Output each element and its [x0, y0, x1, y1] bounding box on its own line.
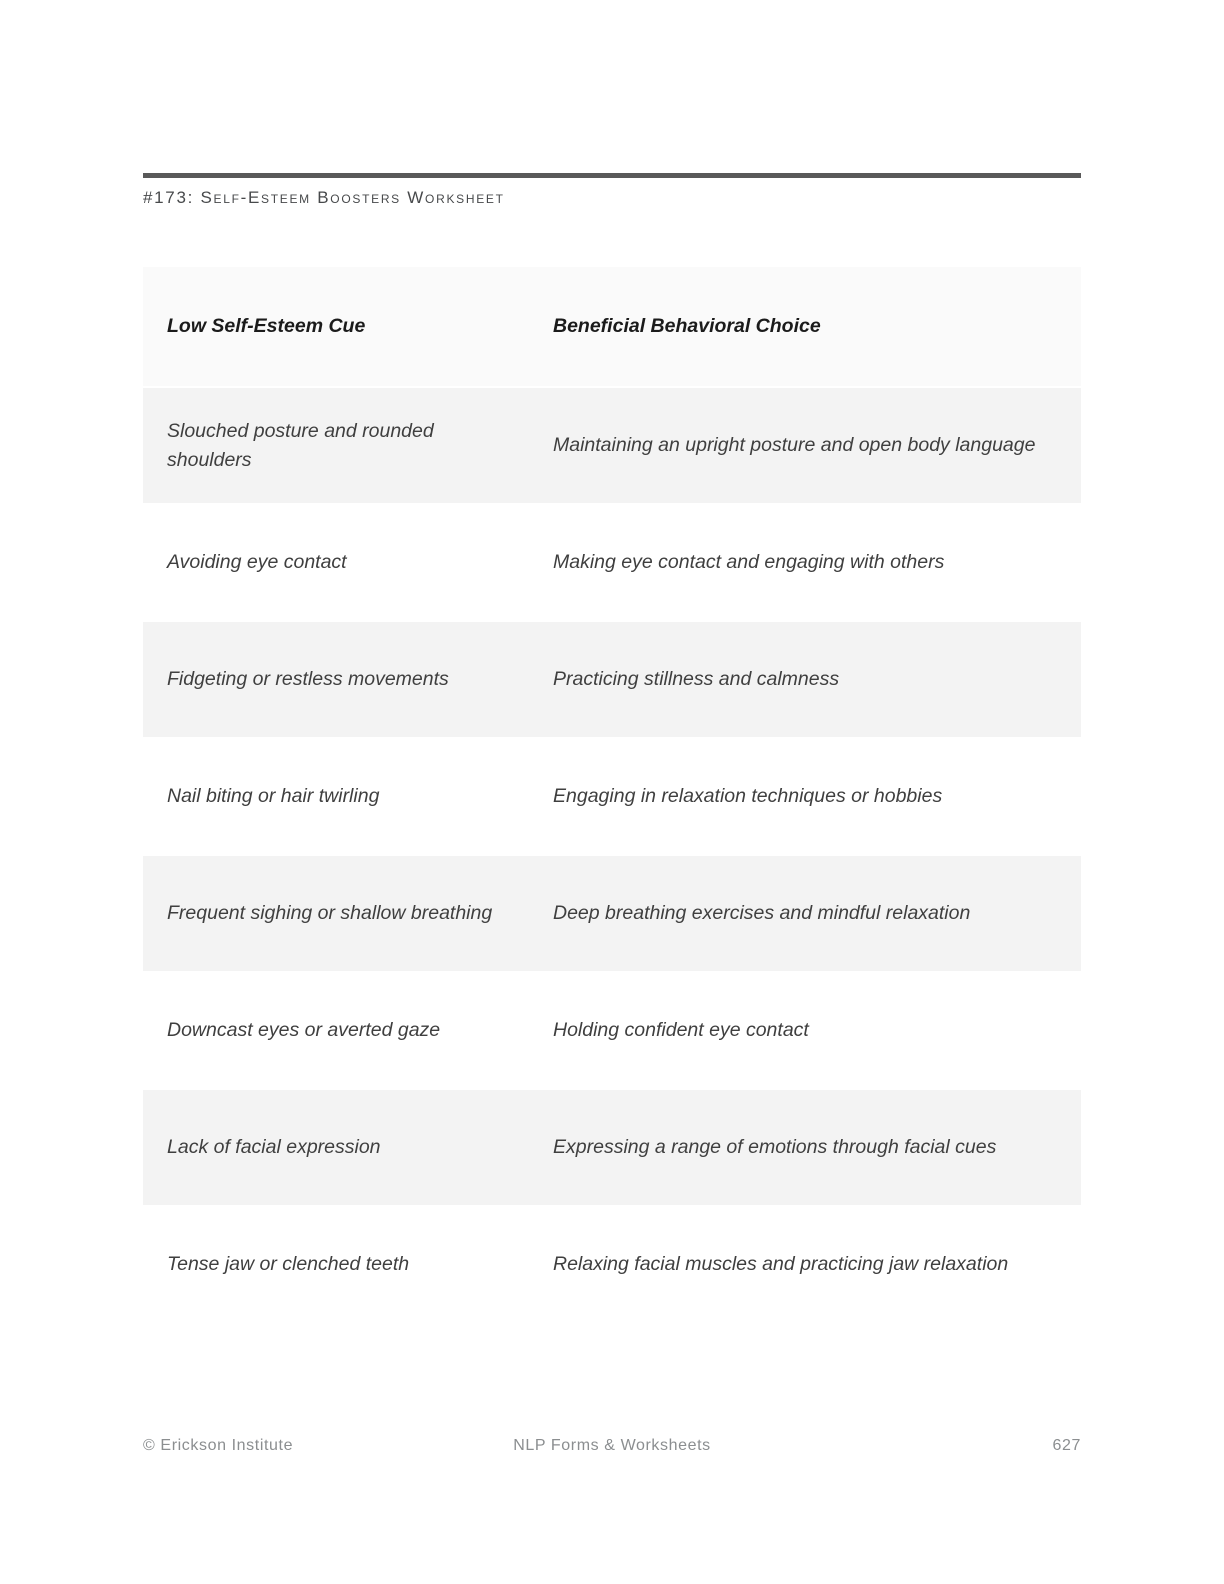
- cue-cell: Downcast eyes or averted gaze: [143, 971, 529, 1088]
- cue-cell: Tense jaw or clenched teeth: [143, 1205, 529, 1322]
- cue-cell: Avoiding eye contact: [143, 503, 529, 620]
- page-content: [143, 0, 1081, 1322]
- table-row: [143, 620, 1081, 737]
- choice-cell: Engaging in relaxation techniques or hobbies: [529, 737, 1081, 854]
- choice-cell: Expressing a range of emotions through facial cues: [529, 1088, 1081, 1205]
- page-footer: [143, 1437, 1081, 1455]
- table-row: [143, 503, 1081, 620]
- choice-cell: Practicing stillness and calmness: [529, 620, 1081, 737]
- table-row: [143, 1088, 1081, 1205]
- cue-cell: Nail biting or hair twirling: [143, 737, 529, 854]
- table-row: [143, 1205, 1081, 1322]
- table-row: [143, 854, 1081, 971]
- choice-cell: Making eye contact and engaging with others: [529, 503, 1081, 620]
- footer-page-number: 627: [1052, 1437, 1082, 1454]
- footer-series-title: NLP Forms & Worksheets: [513, 1437, 711, 1454]
- footer-copyright: © Erickson Institute: [143, 1437, 294, 1454]
- table-row: [143, 971, 1081, 1088]
- cue-cell: Slouched posture and rounded shoulders: [143, 386, 529, 503]
- column-header-choice: Beneficial Behavioral Choice: [529, 267, 1081, 386]
- title-rule: [143, 173, 1081, 178]
- table-row: [143, 386, 1081, 503]
- choice-cell: Holding confident eye contact: [529, 971, 1081, 1088]
- cue-cell: Frequent sighing or shallow breathing: [143, 854, 529, 971]
- column-header-cue: Low Self-Esteem Cue: [143, 267, 529, 386]
- worksheet-table: [143, 267, 1081, 1322]
- page-title: #173: Self-Esteem Boosters Worksheet: [143, 188, 505, 207]
- cue-cell: Lack of facial expression: [143, 1088, 529, 1205]
- choice-cell: Maintaining an upright posture and open body language: [529, 386, 1081, 503]
- table-header-row: [143, 267, 1081, 386]
- cue-cell: Fidgeting or restless movements: [143, 620, 529, 737]
- choice-cell: Relaxing facial muscles and practicing jaw relaxation: [529, 1205, 1081, 1322]
- table-body: [143, 386, 1081, 1322]
- table-row: [143, 737, 1081, 854]
- table-header: [143, 267, 1081, 386]
- choice-cell: Deep breathing exercises and mindful relaxation: [529, 854, 1081, 971]
